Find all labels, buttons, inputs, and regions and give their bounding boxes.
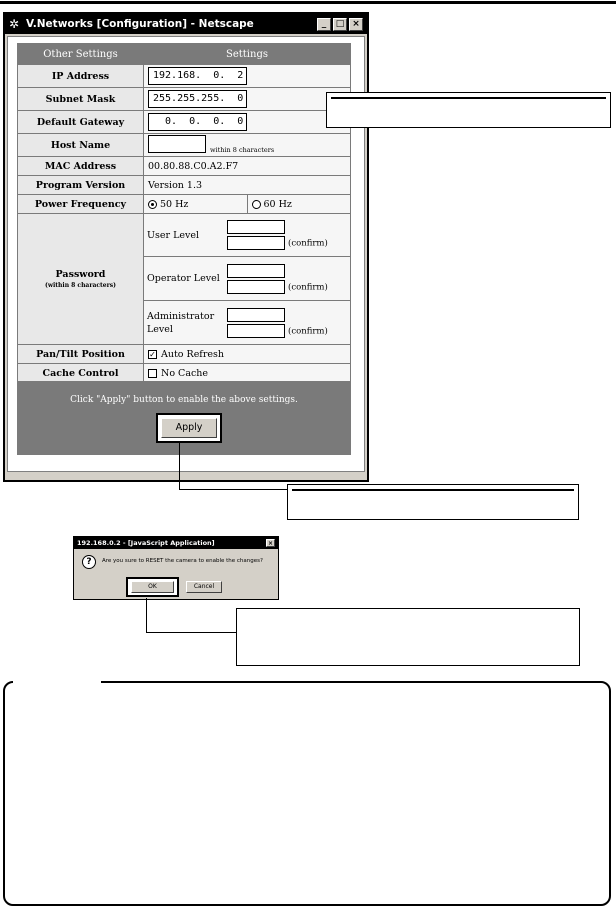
administrator-level-confirm-label: (confirm) bbox=[288, 326, 328, 336]
pan-tilt-label: Pan/Tilt Position bbox=[18, 345, 143, 363]
host-name-note: within 8 characters bbox=[210, 146, 275, 154]
host-name-input[interactable] bbox=[148, 135, 206, 153]
no-cache-checkbox[interactable] bbox=[148, 369, 157, 378]
user-level-confirm-label: (confirm) bbox=[288, 238, 328, 249]
operator-level-confirm-input[interactable] bbox=[227, 280, 285, 294]
subnet-mask-label: Subnet Mask bbox=[18, 88, 143, 110]
administrator-level-confirm-input[interactable] bbox=[227, 324, 285, 338]
settings-table bbox=[17, 43, 351, 383]
notes-frame-tab-gap bbox=[13, 681, 101, 685]
operator-level-row bbox=[144, 257, 350, 300]
callout-box-network-rule bbox=[331, 97, 606, 99]
default-gateway-input[interactable]: 0. 0. 0. 0 bbox=[148, 113, 247, 131]
callout-box-apply bbox=[287, 484, 579, 520]
default-gateway-label: Default Gateway bbox=[18, 111, 143, 133]
leader-line-apply-horizontal bbox=[179, 489, 288, 490]
cancel-button[interactable]: Cancel bbox=[186, 581, 222, 593]
apply-button[interactable]: Apply bbox=[161, 418, 217, 438]
password-sublabel: (within 8 characters) bbox=[45, 282, 116, 289]
power-frequency-60hz[interactable] bbox=[248, 195, 351, 213]
power-frequency-50hz[interactable] bbox=[144, 195, 247, 213]
dialog-close-button[interactable]: × bbox=[267, 540, 274, 547]
subnet-mask-input[interactable]: 255.255.255. 0 bbox=[148, 90, 247, 108]
callout-box-apply-rule bbox=[292, 489, 574, 491]
user-level-confirm-input[interactable] bbox=[227, 236, 285, 250]
window-title: V.Networks [Configuration] - Netscape bbox=[26, 18, 254, 30]
page-content bbox=[7, 36, 365, 472]
password-label: Password bbox=[55, 269, 106, 280]
minimize-button[interactable]: _ bbox=[317, 18, 331, 31]
host-name-label: Host Name bbox=[18, 134, 143, 156]
power-frequency-label: Power Frequency bbox=[18, 195, 143, 213]
header-settings: Settings bbox=[144, 44, 350, 64]
program-version-value: Version 1.3 bbox=[144, 176, 350, 194]
dialog-message: Are you sure to RESET the camera to enable the changes? bbox=[102, 558, 263, 564]
mac-address-label: MAC Address bbox=[18, 157, 143, 175]
mac-address-value: 00.80.88.C0.A2.F7 bbox=[144, 157, 350, 175]
user-level-password-input[interactable] bbox=[227, 220, 285, 234]
radio-50hz-label: 50 Hz bbox=[160, 198, 189, 210]
ip-address-input[interactable]: 192.168. 0. 2 bbox=[148, 67, 247, 85]
leader-line-ok-vertical bbox=[146, 598, 147, 633]
operator-level-password-input[interactable] bbox=[227, 264, 285, 278]
radio-50hz[interactable] bbox=[148, 200, 157, 209]
page-top-rule bbox=[0, 1, 616, 4]
user-level-row bbox=[144, 214, 350, 256]
leader-line-apply-vertical bbox=[179, 442, 180, 490]
callout-box-network bbox=[326, 92, 611, 128]
auto-refresh-checkbox[interactable]: ✓ bbox=[149, 349, 156, 359]
question-icon: ? bbox=[82, 555, 96, 569]
radio-60hz-label: 60 Hz bbox=[263, 198, 292, 210]
ok-button[interactable]: OK bbox=[131, 581, 174, 593]
apply-highlight-frame bbox=[156, 413, 222, 443]
apply-section bbox=[17, 381, 351, 455]
password-label-cell bbox=[18, 214, 143, 344]
cache-control-label: Cache Control bbox=[18, 364, 143, 382]
program-version-label: Program Version bbox=[18, 176, 143, 194]
netscape-logo-icon: ✲ bbox=[9, 17, 20, 31]
administrator-level-row bbox=[144, 301, 350, 344]
callout-box-ok bbox=[236, 608, 580, 666]
javascript-confirm-dialog bbox=[73, 536, 279, 600]
radio-60hz[interactable] bbox=[252, 200, 261, 209]
ip-address-label: IP Address bbox=[18, 65, 143, 87]
auto-refresh-label: Auto Refresh bbox=[161, 348, 224, 360]
administrator-level-label: Administrator Level bbox=[147, 310, 215, 335]
notes-frame bbox=[3, 681, 611, 906]
operator-level-confirm-label: (confirm) bbox=[288, 282, 328, 292]
administrator-level-password-input[interactable] bbox=[227, 308, 285, 322]
window-titlebar bbox=[5, 14, 367, 34]
maximize-button[interactable]: □ bbox=[333, 18, 347, 31]
apply-message: Click "Apply" button to enable the above settings. bbox=[70, 395, 298, 405]
header-other-settings: Other Settings bbox=[18, 44, 143, 64]
operator-level-label: Operator Level bbox=[147, 273, 220, 284]
configuration-form bbox=[17, 43, 351, 455]
dialog-titlebar bbox=[74, 537, 278, 549]
close-button[interactable]: × bbox=[349, 18, 363, 31]
browser-window bbox=[3, 12, 369, 482]
no-cache-label: No Cache bbox=[161, 367, 209, 379]
ok-highlight-frame bbox=[126, 577, 179, 597]
leader-line-ok-horizontal bbox=[146, 632, 237, 633]
dialog-title: 192.168.0.2 - [JavaScript Application] bbox=[77, 539, 215, 547]
user-level-label: User Level bbox=[147, 229, 200, 241]
